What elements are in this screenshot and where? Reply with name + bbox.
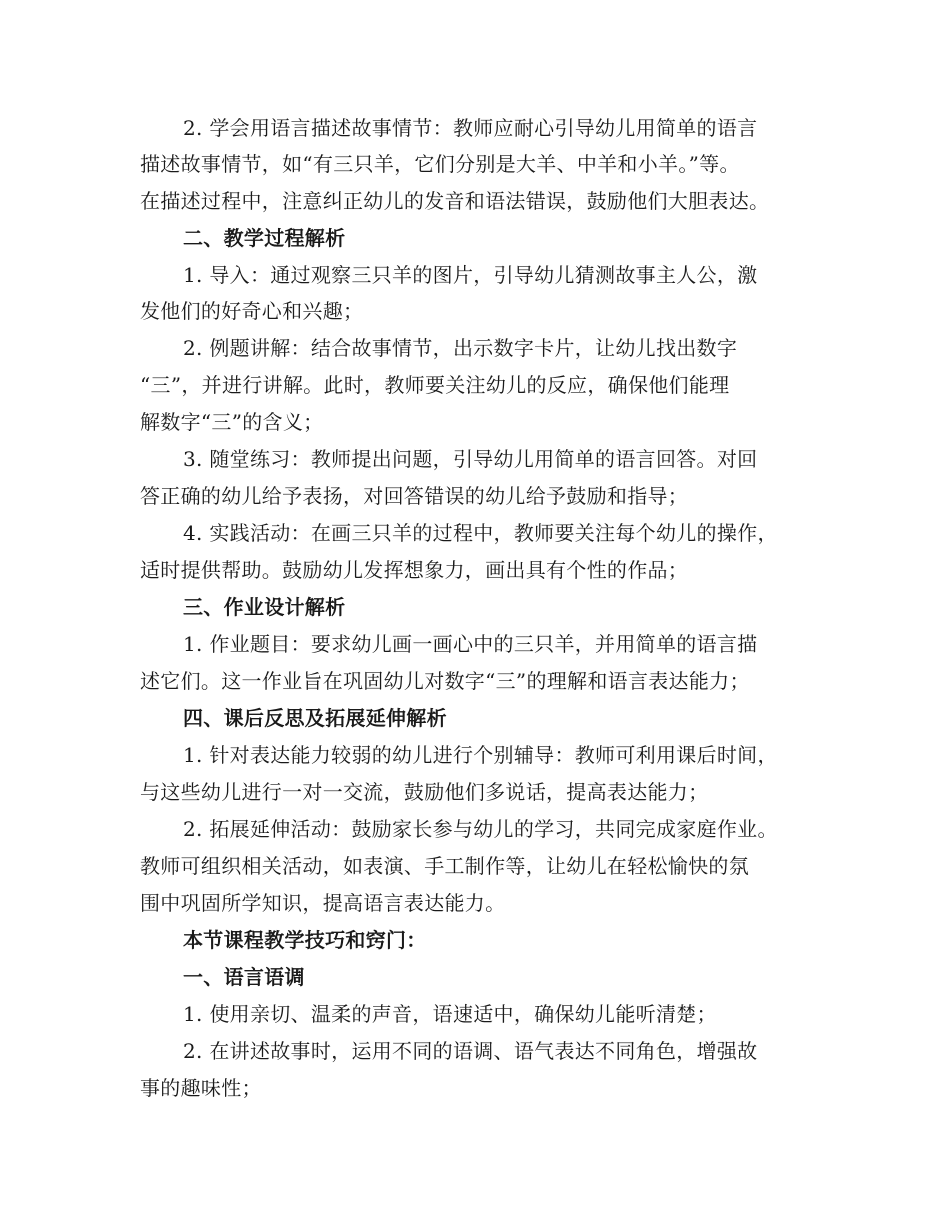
section-heading: 本节课程教学技巧和窍门： [183, 928, 427, 952]
section-heading: 一、语言语调 [183, 965, 305, 989]
paragraph-line: 1. 使用亲切、温柔的声音，语速适中，确保幼儿能听清楚； [183, 1002, 717, 1026]
paragraph-line: 解数字“三”的含义； [140, 410, 324, 434]
paragraph-line: 适时提供帮助。鼓励幼儿发挥想象力，画出具有个性的作品； [140, 558, 689, 582]
paragraph-line: 与这些幼儿进行一对一交流，鼓励他们多说话，提高表达能力； [140, 780, 709, 804]
section-heading: 三、作业设计解析 [183, 595, 346, 619]
paragraph-line: 在描述过程中，注意纠正幼儿的发音和语法错误，鼓励他们大胆表达。 [140, 189, 770, 213]
paragraph-line: 2. 学会用语言描述故事情节：教师应耐心引导幼儿用简单的语言 [183, 116, 758, 140]
paragraph-line: 1. 针对表达能力较弱的幼儿进行个别辅导：教师可利用课后时间， [183, 743, 778, 767]
paragraph-line: 4. 实践活动：在画三只羊的过程中，教师要关注每个幼儿的操作， [183, 521, 778, 545]
section-heading: 二、教学过程解析 [183, 226, 346, 250]
paragraph-line: 围中巩固所学知识，提高语言表达能力。 [140, 891, 506, 915]
paragraph-line: 3. 随堂练习：教师提出问题，引导幼儿用简单的语言回答。对回 [183, 447, 758, 471]
paragraph-line: 述它们。这一作业旨在巩固幼儿对数字“三”的理解和语言表达能力； [140, 669, 750, 693]
paragraph-line: 2. 例题讲解：结合故事情节，出示数字卡片，让幼儿找出数字 [183, 336, 738, 360]
paragraph-line: 答正确的幼儿给予表扬，对回答错误的幼儿给予鼓励和指导； [140, 484, 689, 508]
paragraph-line: 1. 导入：通过观察三只羊的图片，引导幼儿猜测故事主人公，激 [183, 263, 758, 287]
paragraph-line: 1. 作业题目：要求幼儿画一画心中的三只羊，并用简单的语言描 [183, 632, 758, 656]
paragraph-line: 发他们的好奇心和兴趣； [140, 299, 364, 323]
paragraph-line: 描述故事情节，如“有三只羊，它们分别是大羊、中羊和小羊。”等。 [140, 152, 740, 176]
paragraph-line: 2. 在讲述故事时，运用不同的语调、语气表达不同角色，增强故 [183, 1039, 758, 1063]
section-heading: 四、课后反思及拓展延伸解析 [183, 706, 447, 730]
paragraph-line: 教师可组织相关活动，如表演、手工制作等，让幼儿在轻松愉快的氛 [140, 854, 749, 878]
paragraph-line: “三”，并进行讲解。此时，教师要关注幼儿的反应，确保他们能理 [140, 373, 730, 397]
paragraph-line: 2. 拓展延伸活动：鼓励家长参与幼儿的学习，共同完成家庭作业。 [183, 817, 778, 841]
paragraph-line: 事的趣味性； [140, 1076, 262, 1100]
